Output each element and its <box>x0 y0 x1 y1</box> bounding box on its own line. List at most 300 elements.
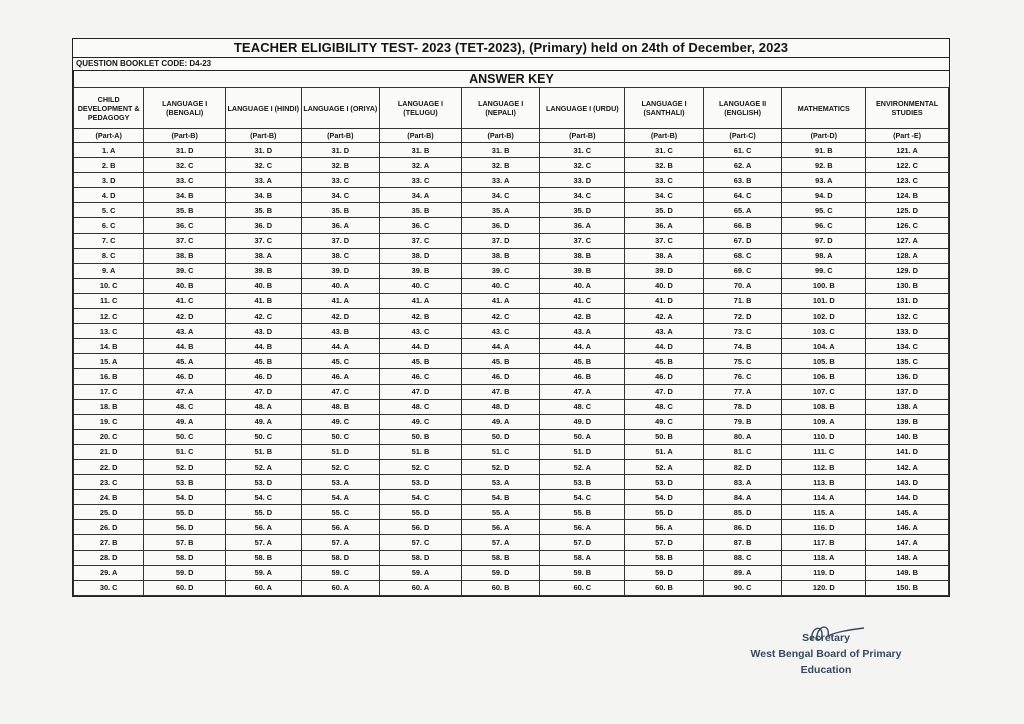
answer-cell: 21. D <box>74 444 144 459</box>
answer-cell: 51. A <box>625 444 704 459</box>
column-header: LANGUAGE II (ENGLISH) <box>703 88 782 129</box>
table-row <box>74 158 949 173</box>
answer-cell: 48. A <box>226 399 302 414</box>
answer-cell: 35. B <box>301 203 380 218</box>
answer-cell: 56. D <box>380 520 462 535</box>
answer-cell: 52. C <box>301 459 380 474</box>
table-row <box>74 369 949 384</box>
answer-cell: 48. D <box>461 399 540 414</box>
answer-cell: 40. D <box>625 278 704 293</box>
answer-cell: 46. A <box>301 369 380 384</box>
answer-cell: 35. D <box>540 203 625 218</box>
answer-cell: 139. B <box>866 414 949 429</box>
table-row <box>74 293 949 308</box>
column-header: LANGUAGE I (TELUGU) <box>380 88 462 129</box>
answer-cell: 132. C <box>866 309 949 324</box>
table-row <box>74 263 949 278</box>
answer-cell: 63. B <box>703 173 782 188</box>
answer-cell: 51. D <box>301 444 380 459</box>
column-header: CHILD DEVELOPMENT & PEDAGOGY <box>74 88 144 129</box>
answer-cell: 46. D <box>144 369 226 384</box>
table-row <box>74 233 949 248</box>
answer-cell: 99. C <box>782 263 866 278</box>
answer-cell: 60. C <box>540 580 625 595</box>
signatory-role: Secretary <box>802 632 850 644</box>
answer-cell: 124. B <box>866 188 949 203</box>
answer-cell: 43. B <box>301 324 380 339</box>
table-row <box>74 354 949 369</box>
answer-cell: 13. C <box>74 324 144 339</box>
answer-cell: 31. D <box>144 143 226 158</box>
answer-cell: 52. C <box>380 459 462 474</box>
column-part-label: (Part-B) <box>301 129 380 143</box>
answer-cell: 40. C <box>461 278 540 293</box>
answer-cell: 48. C <box>380 399 462 414</box>
answer-cell: 36. A <box>540 218 625 233</box>
table-row <box>74 173 949 188</box>
answer-cell: 47. D <box>380 384 462 399</box>
answer-cell: 106. B <box>782 369 866 384</box>
column-header: LANGUAGE I (HINDI) <box>226 88 302 129</box>
answer-cell: 64. C <box>703 188 782 203</box>
answer-cell: 78. D <box>703 399 782 414</box>
answer-cell: 103. C <box>782 324 866 339</box>
answer-cell: 143. D <box>866 475 949 490</box>
table-row <box>74 414 949 429</box>
answer-cell: 37. D <box>301 233 380 248</box>
answer-cell: 75. C <box>703 354 782 369</box>
answer-cell: 49. D <box>540 414 625 429</box>
answer-cell: 48. B <box>301 399 380 414</box>
answer-cell: 38. B <box>461 248 540 263</box>
answer-cell: 80. A <box>703 429 782 444</box>
answer-cell: 73. C <box>703 324 782 339</box>
answer-cell: 131. D <box>866 293 949 308</box>
answer-cell: 18. B <box>74 399 144 414</box>
answer-cell: 126. C <box>866 218 949 233</box>
answer-cell: 43. A <box>625 324 704 339</box>
answer-cell: 84. A <box>703 490 782 505</box>
column-part-label: (Part-B) <box>461 129 540 143</box>
answer-cell: 125. D <box>866 203 949 218</box>
answer-key-table <box>73 87 949 596</box>
answer-cell: 81. C <box>703 444 782 459</box>
answer-cell: 42. B <box>540 309 625 324</box>
answer-cell: 59. A <box>226 565 302 580</box>
answer-cell: 101. D <box>782 293 866 308</box>
answer-cell: 56. D <box>144 520 226 535</box>
answer-cell: 85. D <box>703 505 782 520</box>
answer-cell: 142. A <box>866 459 949 474</box>
answer-cell: 138. A <box>866 399 949 414</box>
answer-cell: 37. C <box>144 233 226 248</box>
answer-cell: 55. D <box>380 505 462 520</box>
answer-cell: 34. C <box>625 188 704 203</box>
answer-cell: 52. D <box>144 459 226 474</box>
answer-cell: 34. B <box>226 188 302 203</box>
answer-cell: 60. A <box>380 580 462 595</box>
answer-cell: 91. B <box>782 143 866 158</box>
answer-cell: 32. B <box>461 158 540 173</box>
answer-cell: 40. B <box>226 278 302 293</box>
table-row <box>74 399 949 414</box>
column-header: MATHEMATICS <box>782 88 866 129</box>
column-part-label: (Part-B) <box>625 129 704 143</box>
answer-cell: 50. D <box>461 429 540 444</box>
answer-cell: 43. A <box>144 324 226 339</box>
answer-cell: 115. A <box>782 505 866 520</box>
answer-cell: 83. A <box>703 475 782 490</box>
answer-cell: 57. A <box>301 535 380 550</box>
answer-cell: 54. A <box>301 490 380 505</box>
answer-cell: 50. C <box>301 429 380 444</box>
answer-cell: 52. A <box>540 459 625 474</box>
answer-cell: 71. B <box>703 293 782 308</box>
answer-cell: 49. C <box>301 414 380 429</box>
answer-cell: 32. B <box>625 158 704 173</box>
answer-cell: 52. D <box>461 459 540 474</box>
answer-cell: 51. B <box>380 444 462 459</box>
answer-cell: 47. D <box>625 384 704 399</box>
table-row <box>74 143 949 158</box>
answer-cell: 42. D <box>301 309 380 324</box>
answer-cell: 79. B <box>703 414 782 429</box>
answer-cell: 93. A <box>782 173 866 188</box>
answer-cell: 38. B <box>540 248 625 263</box>
table-row <box>74 444 949 459</box>
answer-cell: 48. C <box>144 399 226 414</box>
answer-cell: 39. C <box>144 263 226 278</box>
answer-cell: 48. C <box>625 399 704 414</box>
answer-cell: 49. A <box>226 414 302 429</box>
answer-cell: 133. D <box>866 324 949 339</box>
column-part-label: (Part-A) <box>74 129 144 143</box>
answer-cell: 89. A <box>703 565 782 580</box>
answer-cell: 86. D <box>703 520 782 535</box>
answer-cell: 1. A <box>74 143 144 158</box>
answer-cell: 37. D <box>461 233 540 248</box>
answer-cell: 43. C <box>461 324 540 339</box>
answer-cell: 55. D <box>625 505 704 520</box>
answer-cell: 38. D <box>380 248 462 263</box>
answer-cell: 50. B <box>380 429 462 444</box>
answer-cell: 28. D <box>74 550 144 565</box>
answer-cell: 45. B <box>625 354 704 369</box>
answer-cell: 37. C <box>625 233 704 248</box>
table-row <box>74 188 949 203</box>
table-row <box>74 203 949 218</box>
answer-cell: 104. A <box>782 339 866 354</box>
answer-cell: 88. C <box>703 550 782 565</box>
table-row <box>74 565 949 580</box>
answer-cell: 57. D <box>540 535 625 550</box>
answer-cell: 54. D <box>144 490 226 505</box>
answer-cell: 40. A <box>301 278 380 293</box>
answer-cell: 51. C <box>144 444 226 459</box>
answer-cell: 34. B <box>144 188 226 203</box>
answer-cell: 128. A <box>866 248 949 263</box>
answer-cell: 45. B <box>226 354 302 369</box>
answer-cell: 38. A <box>226 248 302 263</box>
answer-cell: 47. D <box>226 384 302 399</box>
answer-cell: 123. C <box>866 173 949 188</box>
answer-cell: 134. C <box>866 339 949 354</box>
answer-cell: 42. A <box>625 309 704 324</box>
answer-cell: 58. B <box>625 550 704 565</box>
answer-cell: 49. A <box>144 414 226 429</box>
answer-cell: 39. B <box>540 263 625 278</box>
answer-cell: 72. D <box>703 309 782 324</box>
answer-cell: 136. D <box>866 369 949 384</box>
answer-cell: 44. A <box>301 339 380 354</box>
answer-cell: 32. C <box>226 158 302 173</box>
table-row <box>74 309 949 324</box>
answer-cell: 33. C <box>144 173 226 188</box>
answer-cell: 41. A <box>461 293 540 308</box>
answer-cell: 145. A <box>866 505 949 520</box>
answer-cell: 31. C <box>540 143 625 158</box>
table-row <box>74 490 949 505</box>
answer-cell: 50. C <box>226 429 302 444</box>
answer-cell: 49. C <box>380 414 462 429</box>
answer-cell: 36. C <box>380 218 462 233</box>
answer-cell: 39. D <box>625 263 704 278</box>
answer-cell: 100. B <box>782 278 866 293</box>
answer-cell: 50. C <box>144 429 226 444</box>
answer-cell: 119. D <box>782 565 866 580</box>
answer-cell: 57. A <box>461 535 540 550</box>
answer-cell: 38. C <box>301 248 380 263</box>
answer-cell: 9. A <box>74 263 144 278</box>
answer-cell: 46. D <box>226 369 302 384</box>
answer-cell: 54. B <box>461 490 540 505</box>
answer-cell: 107. C <box>782 384 866 399</box>
answer-cell: 30. C <box>74 580 144 595</box>
answer-cell: 117. B <box>782 535 866 550</box>
answer-cell: 34. A <box>380 188 462 203</box>
answer-cell: 56. A <box>226 520 302 535</box>
answer-key-heading: ANSWER KEY <box>73 71 949 87</box>
answer-cell: 47. B <box>461 384 540 399</box>
answer-cell: 39. B <box>226 263 302 278</box>
table-row <box>74 248 949 263</box>
answer-cell: 146. A <box>866 520 949 535</box>
answer-cell: 121. A <box>866 143 949 158</box>
answer-cell: 54. C <box>380 490 462 505</box>
answer-cell: 6. C <box>74 218 144 233</box>
answer-cell: 41. A <box>301 293 380 308</box>
answer-cell: 102. D <box>782 309 866 324</box>
answer-cell: 62. A <box>703 158 782 173</box>
answer-cell: 35. B <box>380 203 462 218</box>
answer-cell: 33. C <box>625 173 704 188</box>
answer-cell: 114. A <box>782 490 866 505</box>
answer-cell: 82. D <box>703 459 782 474</box>
answer-cell: 38. B <box>144 248 226 263</box>
table-row <box>74 324 949 339</box>
answer-cell: 35. B <box>144 203 226 218</box>
answer-cell: 33. A <box>461 173 540 188</box>
table-row <box>74 459 949 474</box>
answer-cell: 57. D <box>625 535 704 550</box>
answer-cell: 144. D <box>866 490 949 505</box>
answer-cell: 92. B <box>782 158 866 173</box>
column-header: ENVIRONMENTAL STUDIES <box>866 88 949 129</box>
answer-cell: 34. C <box>301 188 380 203</box>
answer-cell: 52. A <box>625 459 704 474</box>
table-row <box>74 475 949 490</box>
answer-cell: 59. D <box>144 565 226 580</box>
table-row <box>74 384 949 399</box>
answer-cell: 36. C <box>144 218 226 233</box>
answer-cell: 147. A <box>866 535 949 550</box>
answer-cell: 55. D <box>144 505 226 520</box>
answer-rows <box>74 143 949 596</box>
column-part-label: (Part-B) <box>540 129 625 143</box>
table-row <box>74 550 949 565</box>
column-part-label: (Part-D) <box>782 129 866 143</box>
answer-cell: 5. C <box>74 203 144 218</box>
answer-cell: 37. C <box>226 233 302 248</box>
answer-cell: 29. A <box>74 565 144 580</box>
answer-cell: 96. C <box>782 218 866 233</box>
answer-cell: 57. B <box>144 535 226 550</box>
answer-cell: 116. D <box>782 520 866 535</box>
answer-cell: 74. B <box>703 339 782 354</box>
answer-cell: 60. D <box>144 580 226 595</box>
answer-cell: 54. D <box>625 490 704 505</box>
answer-cell: 40. B <box>144 278 226 293</box>
answer-cell: 4. D <box>74 188 144 203</box>
answer-cell: 61. C <box>703 143 782 158</box>
signatory-org-line2: Education <box>800 664 852 676</box>
answer-cell: 40. A <box>540 278 625 293</box>
answer-cell: 59. D <box>461 565 540 580</box>
answer-cell: 112. B <box>782 459 866 474</box>
answer-cell: 60. A <box>226 580 302 595</box>
answer-cell: 87. B <box>703 535 782 550</box>
answer-cell: 45. B <box>540 354 625 369</box>
answer-cell: 77. A <box>703 384 782 399</box>
answer-cell: 42. C <box>226 309 302 324</box>
signature-block <box>736 622 916 678</box>
answer-cell: 46. B <box>540 369 625 384</box>
answer-cell: 58. D <box>144 550 226 565</box>
column-part-label: (Part-B) <box>226 129 302 143</box>
answer-cell: 32. C <box>144 158 226 173</box>
answer-cell: 10. C <box>74 278 144 293</box>
answer-cell: 24. B <box>74 490 144 505</box>
answer-cell: 56. A <box>301 520 380 535</box>
column-part-label: (Part-C) <box>703 129 782 143</box>
answer-cell: 44. D <box>380 339 462 354</box>
answer-cell: 49. C <box>625 414 704 429</box>
table-row <box>74 520 949 535</box>
answer-cell: 32. C <box>540 158 625 173</box>
answer-cell: 129. D <box>866 263 949 278</box>
answer-cell: 40. C <box>380 278 462 293</box>
answer-cell: 109. A <box>782 414 866 429</box>
table-row <box>74 535 949 550</box>
answer-cell: 53. A <box>461 475 540 490</box>
answer-cell: 47. C <box>301 384 380 399</box>
answer-cell: 38. A <box>625 248 704 263</box>
answer-cell: 55. B <box>540 505 625 520</box>
answer-cell: 2. B <box>74 158 144 173</box>
answer-cell: 35. B <box>226 203 302 218</box>
answer-cell: 44. A <box>540 339 625 354</box>
answer-cell: 45. B <box>380 354 462 369</box>
header-row <box>74 88 949 129</box>
table-row <box>74 218 949 233</box>
answer-cell: 17. C <box>74 384 144 399</box>
answer-cell: 45. C <box>301 354 380 369</box>
answer-cell: 31. D <box>301 143 380 158</box>
answer-cell: 59. C <box>301 565 380 580</box>
answer-cell: 43. C <box>380 324 462 339</box>
answer-cell: 60. B <box>461 580 540 595</box>
answer-cell: 36. D <box>226 218 302 233</box>
answer-cell: 15. A <box>74 354 144 369</box>
document-title: TEACHER ELIGIBILITY TEST- 2023 (TET-2023), (Primary) held on 24th of December, 2023 <box>233 40 789 55</box>
answer-cell: 120. D <box>782 580 866 595</box>
answer-cell: 23. C <box>74 475 144 490</box>
table-row <box>74 429 949 444</box>
answer-key-sheet <box>72 38 950 597</box>
answer-cell: 127. A <box>866 233 949 248</box>
answer-cell: 149. B <box>866 565 949 580</box>
answer-cell: 53. A <box>301 475 380 490</box>
answer-cell: 59. A <box>380 565 462 580</box>
answer-cell: 49. A <box>461 414 540 429</box>
answer-cell: 42. C <box>461 309 540 324</box>
answer-cell: 53. D <box>625 475 704 490</box>
column-header: LANGUAGE I (URDU) <box>540 88 625 129</box>
answer-cell: 118. A <box>782 550 866 565</box>
answer-cell: 37. C <box>540 233 625 248</box>
part-row <box>74 129 949 143</box>
answer-cell: 54. C <box>540 490 625 505</box>
answer-cell: 57. C <box>380 535 462 550</box>
table-row <box>74 339 949 354</box>
answer-cell: 53. B <box>144 475 226 490</box>
answer-cell: 7. C <box>74 233 144 248</box>
answer-cell: 39. C <box>461 263 540 278</box>
answer-cell: 130. B <box>866 278 949 293</box>
answer-cell: 37. C <box>380 233 462 248</box>
answer-cell: 26. D <box>74 520 144 535</box>
answer-cell: 52. A <box>226 459 302 474</box>
answer-cell: 51. B <box>226 444 302 459</box>
answer-cell: 76. C <box>703 369 782 384</box>
answer-cell: 67. D <box>703 233 782 248</box>
answer-cell: 44. B <box>144 339 226 354</box>
answer-cell: 65. A <box>703 203 782 218</box>
answer-cell: 110. D <box>782 429 866 444</box>
answer-cell: 150. B <box>866 580 949 595</box>
answer-cell: 113. B <box>782 475 866 490</box>
answer-cell: 14. B <box>74 339 144 354</box>
answer-cell: 33. C <box>301 173 380 188</box>
answer-cell: 105. B <box>782 354 866 369</box>
answer-cell: 58. B <box>461 550 540 565</box>
column-part-label: (Part-B) <box>144 129 226 143</box>
answer-cell: 31. B <box>380 143 462 158</box>
answer-cell: 22. D <box>74 459 144 474</box>
answer-cell: 55. A <box>461 505 540 520</box>
answer-cell: 36. A <box>301 218 380 233</box>
answer-cell: 141. D <box>866 444 949 459</box>
